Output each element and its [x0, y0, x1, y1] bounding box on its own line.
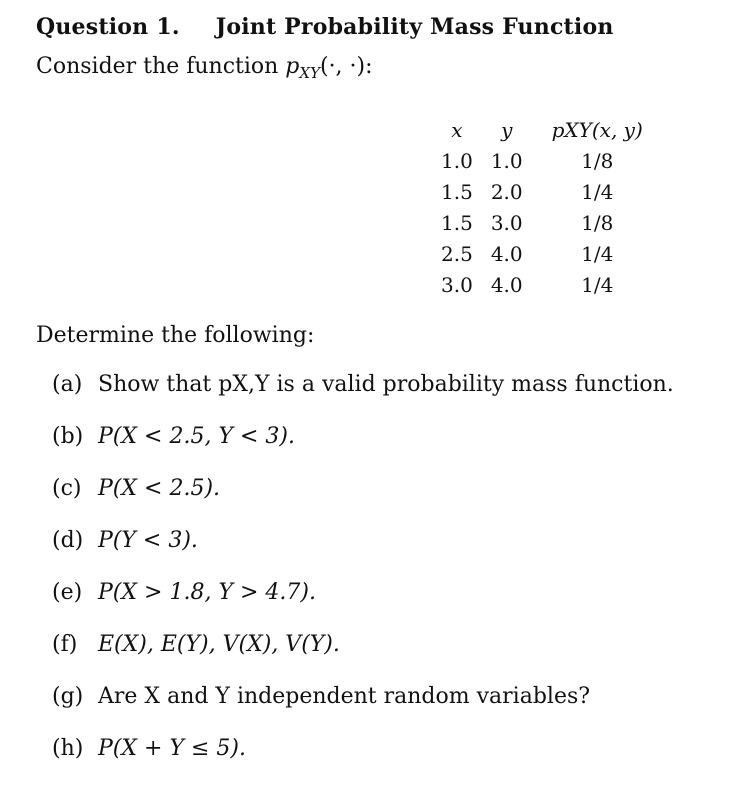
item-text: Show that pX,Y is a valid probability mass function. — [98, 372, 674, 397]
item-label: (e) — [52, 580, 83, 605]
item-text: P(Y < 3). — [98, 528, 198, 553]
question-heading — [36, 14, 614, 40]
cell-x: 1.5 — [441, 210, 473, 235]
pmf-table — [432, 114, 652, 300]
cell-x: 3.0 — [441, 272, 473, 297]
pmf-header-row — [432, 114, 652, 145]
intro-symbol: p — [285, 54, 300, 79]
cell-x: 1.5 — [441, 179, 473, 204]
cell-p: 1/4 — [581, 241, 614, 266]
question-items-list — [52, 372, 674, 788]
intro-text: Consider the function — [36, 54, 286, 79]
item-text: E(X), E(Y), V(X), V(Y). — [98, 632, 340, 657]
header-x: x — [451, 117, 463, 142]
table-row — [432, 176, 652, 207]
intro-sentence — [36, 54, 373, 82]
question-label: Question — [36, 14, 149, 40]
list-item — [52, 684, 674, 736]
cell-p: 1/4 — [581, 272, 614, 297]
intro-subscript: XY — [299, 64, 320, 82]
item-text: P(X < 2.5). — [98, 476, 221, 501]
item-text: Are X and Y independent random variables? — [98, 684, 591, 709]
item-text: P(X + Y ≤ 5). — [98, 736, 246, 761]
item-label: (a) — [52, 372, 83, 397]
cell-y: 4.0 — [490, 272, 523, 297]
item-label: (c) — [52, 476, 82, 501]
header-y: y — [501, 117, 513, 142]
question-title: Joint Probability Mass Function — [215, 14, 614, 40]
list-item — [52, 476, 674, 528]
list-item — [52, 632, 674, 684]
list-item — [52, 424, 674, 476]
cell-x: 2.5 — [441, 241, 473, 266]
table-row — [432, 238, 652, 269]
list-item — [52, 372, 674, 424]
cell-y: 2.0 — [490, 179, 523, 204]
item-label: (d) — [52, 528, 84, 553]
item-label: (b) — [52, 424, 84, 449]
question-number: 1. — [156, 14, 180, 40]
list-item — [52, 736, 674, 788]
table-row — [432, 207, 652, 238]
cell-p: 1/8 — [581, 148, 614, 173]
cell-x: 1.0 — [441, 148, 473, 173]
list-item — [52, 528, 674, 580]
table-row — [432, 269, 652, 300]
cell-y: 4.0 — [490, 241, 523, 266]
item-label: (h) — [52, 736, 84, 761]
cell-y: 1.0 — [490, 148, 523, 173]
header-pmf: pXY(x, y) — [551, 117, 643, 142]
cell-p: 1/4 — [581, 179, 614, 204]
item-text: P(X < 2.5, Y < 3). — [98, 424, 295, 449]
item-text: P(X > 1.8, Y > 4.7). — [98, 580, 316, 605]
item-label: (f) — [52, 632, 78, 657]
cell-p: 1/8 — [581, 210, 614, 235]
item-label: (g) — [52, 684, 84, 709]
table-row — [432, 145, 652, 176]
intro-args: (·, ·): — [319, 54, 373, 79]
list-item — [52, 580, 674, 632]
prompt-text: Determine the following: — [36, 323, 315, 348]
cell-y: 3.0 — [490, 210, 523, 235]
